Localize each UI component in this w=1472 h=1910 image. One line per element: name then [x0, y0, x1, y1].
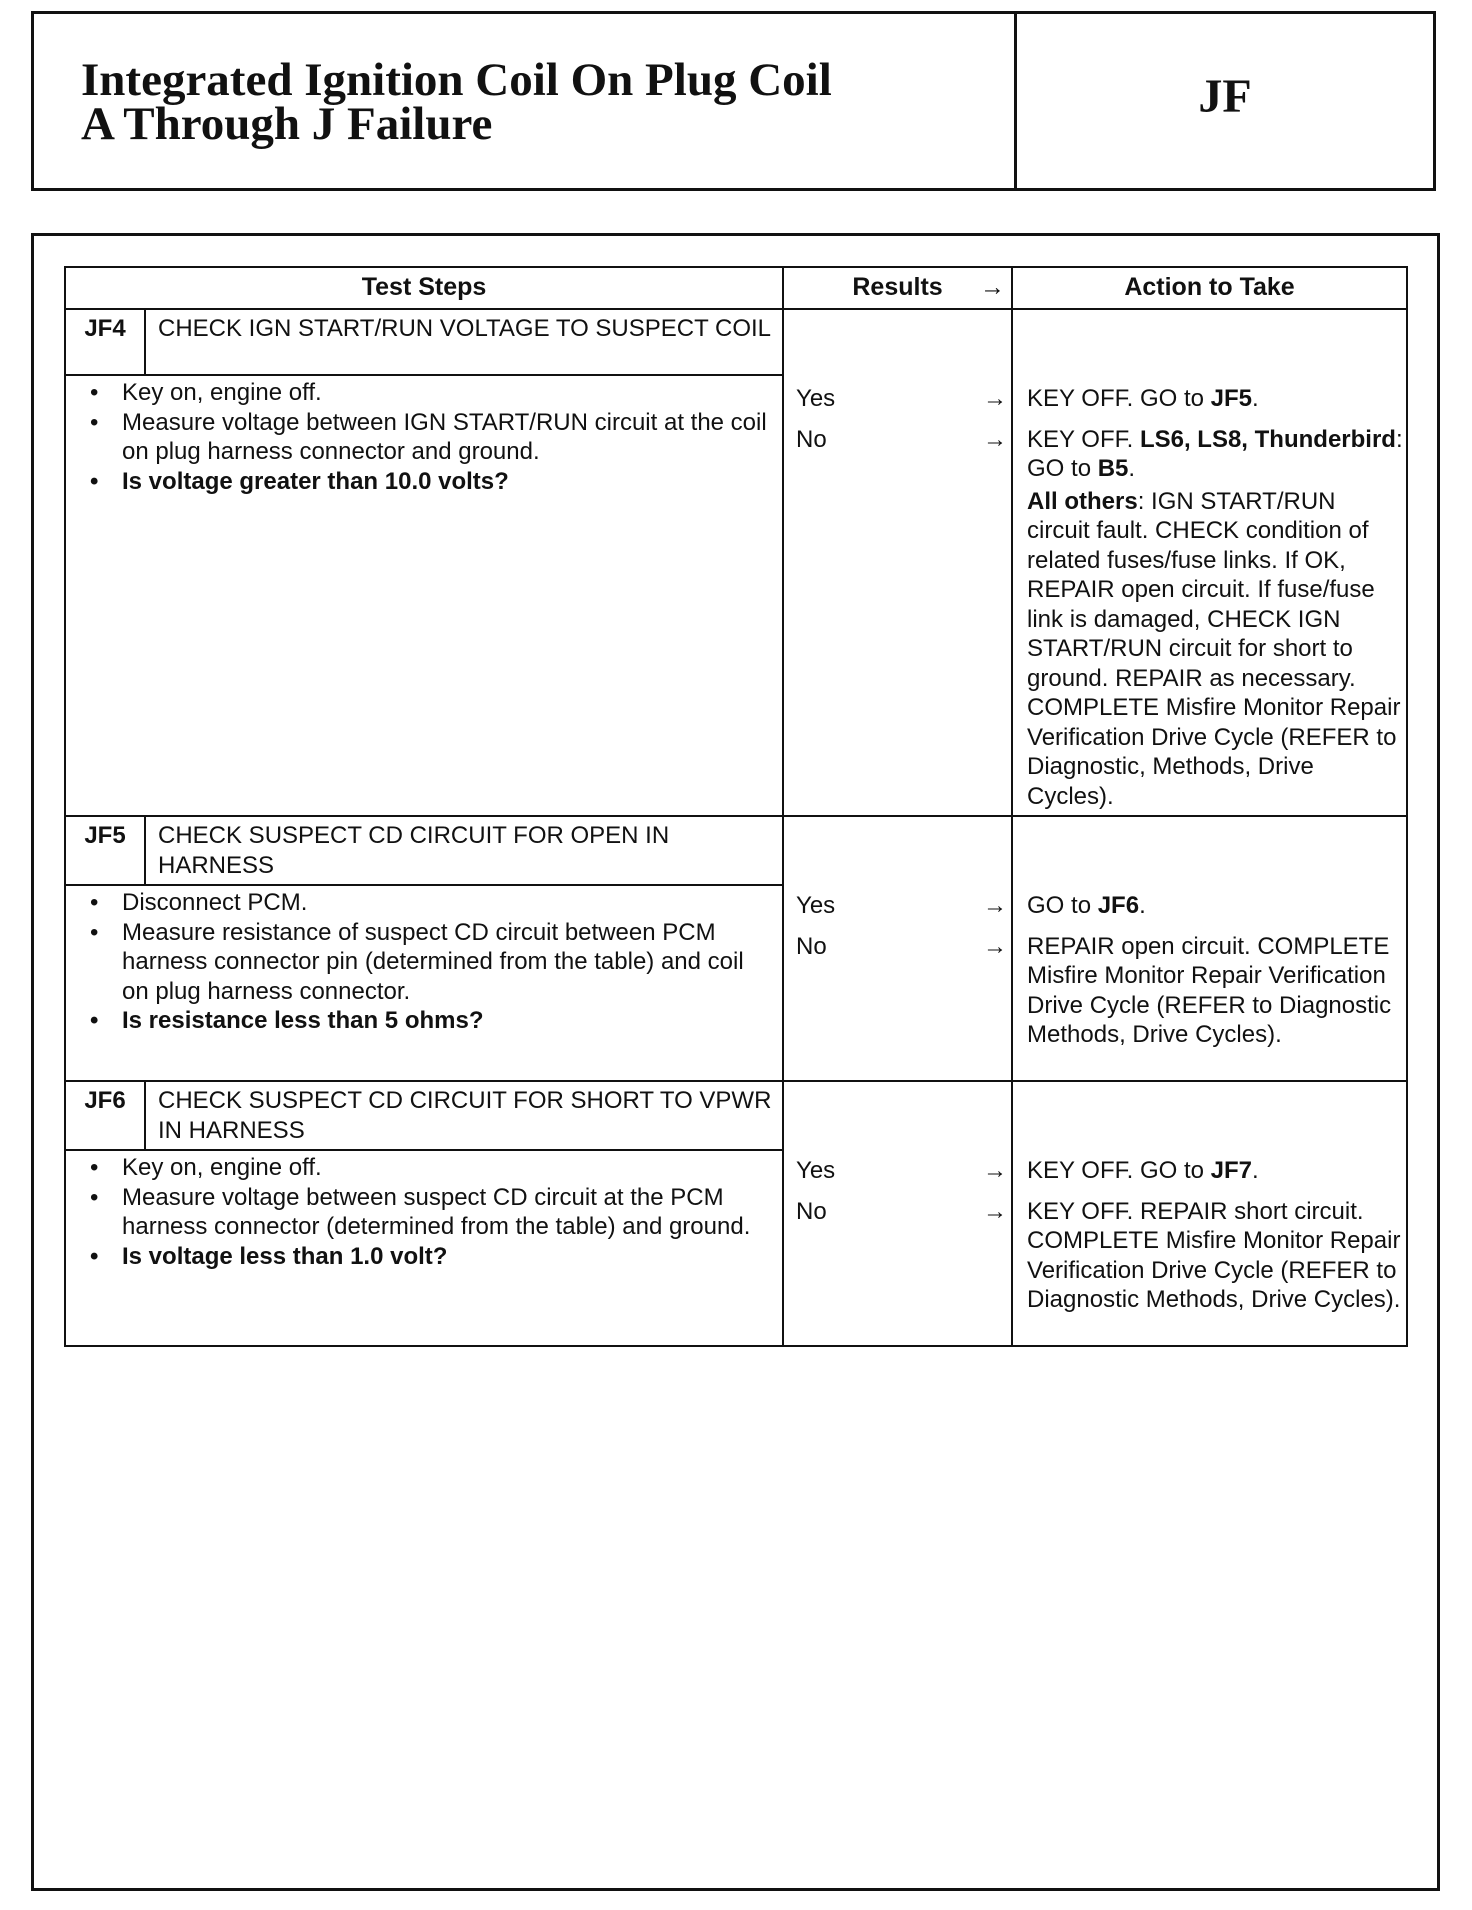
arrow-icon: →	[983, 425, 1008, 453]
result-no-label: No	[796, 932, 827, 960]
step-code: JF5	[65, 816, 145, 885]
action-cell	[1012, 1081, 1407, 1346]
arrow-icon: →	[983, 1157, 1008, 1184]
result-no	[784, 425, 1011, 455]
step-reference: JF5	[1210, 385, 1252, 412]
arrow-icon: →	[983, 932, 1008, 960]
section-code: JF	[1198, 69, 1252, 123]
others-label: All others	[1027, 487, 1138, 515]
result-yes-label: Yes	[796, 892, 836, 919]
action-text: KEY OFF. GO to	[1027, 1157, 1211, 1184]
step-question: • Is voltage greater than 10.0 volts?	[78, 467, 774, 497]
result-no	[784, 1197, 1011, 1227]
page-title-line-2: A Through J Failure	[81, 98, 493, 150]
result-yes	[784, 891, 1011, 921]
results-cell	[783, 1081, 1012, 1346]
result-yes-label: Yes	[796, 1157, 836, 1184]
step-reference: B5	[1097, 455, 1129, 482]
action-text: GO to	[1027, 892, 1098, 919]
step-code: JF4	[65, 309, 145, 375]
step-bullet: • Disconnect PCM.	[78, 888, 774, 918]
action-text: KEY OFF. GO to	[1027, 385, 1211, 412]
step-instructions	[65, 885, 783, 1081]
step-heading: CHECK SUSPECT CD CIRCUIT FOR OPEN IN HARNESS	[145, 816, 783, 885]
step-heading-row	[65, 309, 1407, 375]
results-cell	[783, 816, 1012, 1081]
step-bullet: • Measure resistance of suspect CD circuit between PCM harness connector pin (determined from the table) and coil on plug harness connector.	[78, 918, 774, 1007]
column-header-test-steps: Test Steps	[65, 267, 783, 309]
action-no: REPAIR open circuit. COMPLETE Misfire Monitor Repair Verification Drive Cycle (REFER to Diagnostic Methods, Drive Cycles).	[1027, 932, 1392, 1048]
action-yes	[1027, 1156, 1404, 1186]
arrow-icon: →	[983, 892, 1008, 919]
test-steps-table	[64, 266, 1408, 1347]
result-no-label: No	[796, 425, 827, 453]
action-text: : GO to	[1027, 425, 1403, 482]
action-text-end: .	[1139, 892, 1146, 919]
page-title-line-1: Integrated Ignition Coil On Plug Coil	[81, 54, 832, 106]
arrow-icon: →	[983, 1197, 1008, 1225]
step-reference: JF6	[1097, 892, 1140, 919]
table-header-row	[65, 267, 1407, 309]
step-heading: CHECK IGN START/RUN VOLTAGE TO SUSPECT COIL	[145, 309, 783, 375]
column-header-results	[783, 267, 1012, 309]
step-instructions	[65, 1150, 783, 1346]
step-heading-row	[65, 816, 1407, 885]
step-question: • Is voltage less than 1.0 volt?	[78, 1242, 774, 1272]
step-heading-row	[65, 1081, 1407, 1150]
result-yes	[784, 384, 1011, 414]
arrow-icon: →	[983, 385, 1008, 412]
title-block	[31, 11, 1436, 191]
action-no: KEY OFF. REPAIR short circuit. COMPLETE Misfire Monitor Repair Verification Drive Cycle (REFER to Diagnostic Methods, Drive Cycles).	[1027, 1197, 1401, 1313]
action-text-end: .	[1128, 455, 1136, 482]
action-yes	[1027, 891, 1404, 921]
action-text-end: .	[1251, 1157, 1259, 1184]
action-text: KEY OFF.	[1027, 425, 1140, 453]
step-instructions	[65, 375, 783, 816]
action-others	[1027, 487, 1404, 812]
step-question: • Is resistance less than 5 ohms?	[78, 1006, 774, 1036]
results-cell	[783, 309, 1012, 816]
action-text: : IGN START/RUN circuit fault. CHECK condition of related fuses/fuse links. If OK, REPAIR open circuit. If fuse/fuse link is damaged, CHECK IGN START/RUN circuit for short to ground. REPAIR as necessary. COMPLETE Misfire Monitor Repair Verification Drive Cycle (REFER to Diagnostic, Methods, Drive Cycles).	[1027, 487, 1401, 810]
column-header-action: Action to Take	[1012, 267, 1407, 309]
step-bullet: • Key on, engine off.	[78, 378, 774, 408]
step-reference: JF7	[1210, 1157, 1252, 1184]
result-no-label: No	[796, 1197, 827, 1225]
step-code: JF6	[65, 1081, 145, 1150]
step-bullet: • Measure voltage between suspect CD circuit at the PCM harness connector (determined from the table) and ground.	[78, 1183, 774, 1242]
result-no	[784, 932, 1011, 962]
result-yes	[784, 1156, 1011, 1186]
step-heading: CHECK SUSPECT CD CIRCUIT FOR SHORT TO VPWR IN HARNESS	[145, 1081, 783, 1150]
page-title	[34, 14, 1017, 188]
action-cell	[1012, 816, 1407, 1081]
action-no	[1027, 425, 1404, 812]
action-cell	[1012, 309, 1407, 816]
action-yes	[1027, 384, 1404, 414]
action-text-end: .	[1251, 385, 1259, 412]
step-bullet: • Measure voltage between IGN START/RUN circuit at the coil on plug harness connector and ground.	[78, 408, 774, 467]
column-header-results-label: Results	[852, 273, 943, 302]
step-bullet: • Key on, engine off.	[78, 1153, 774, 1183]
result-yes-label: Yes	[796, 385, 836, 412]
vehicle-models: LS6, LS8, Thunderbird	[1139, 425, 1396, 453]
arrow-icon: →	[980, 273, 1006, 301]
